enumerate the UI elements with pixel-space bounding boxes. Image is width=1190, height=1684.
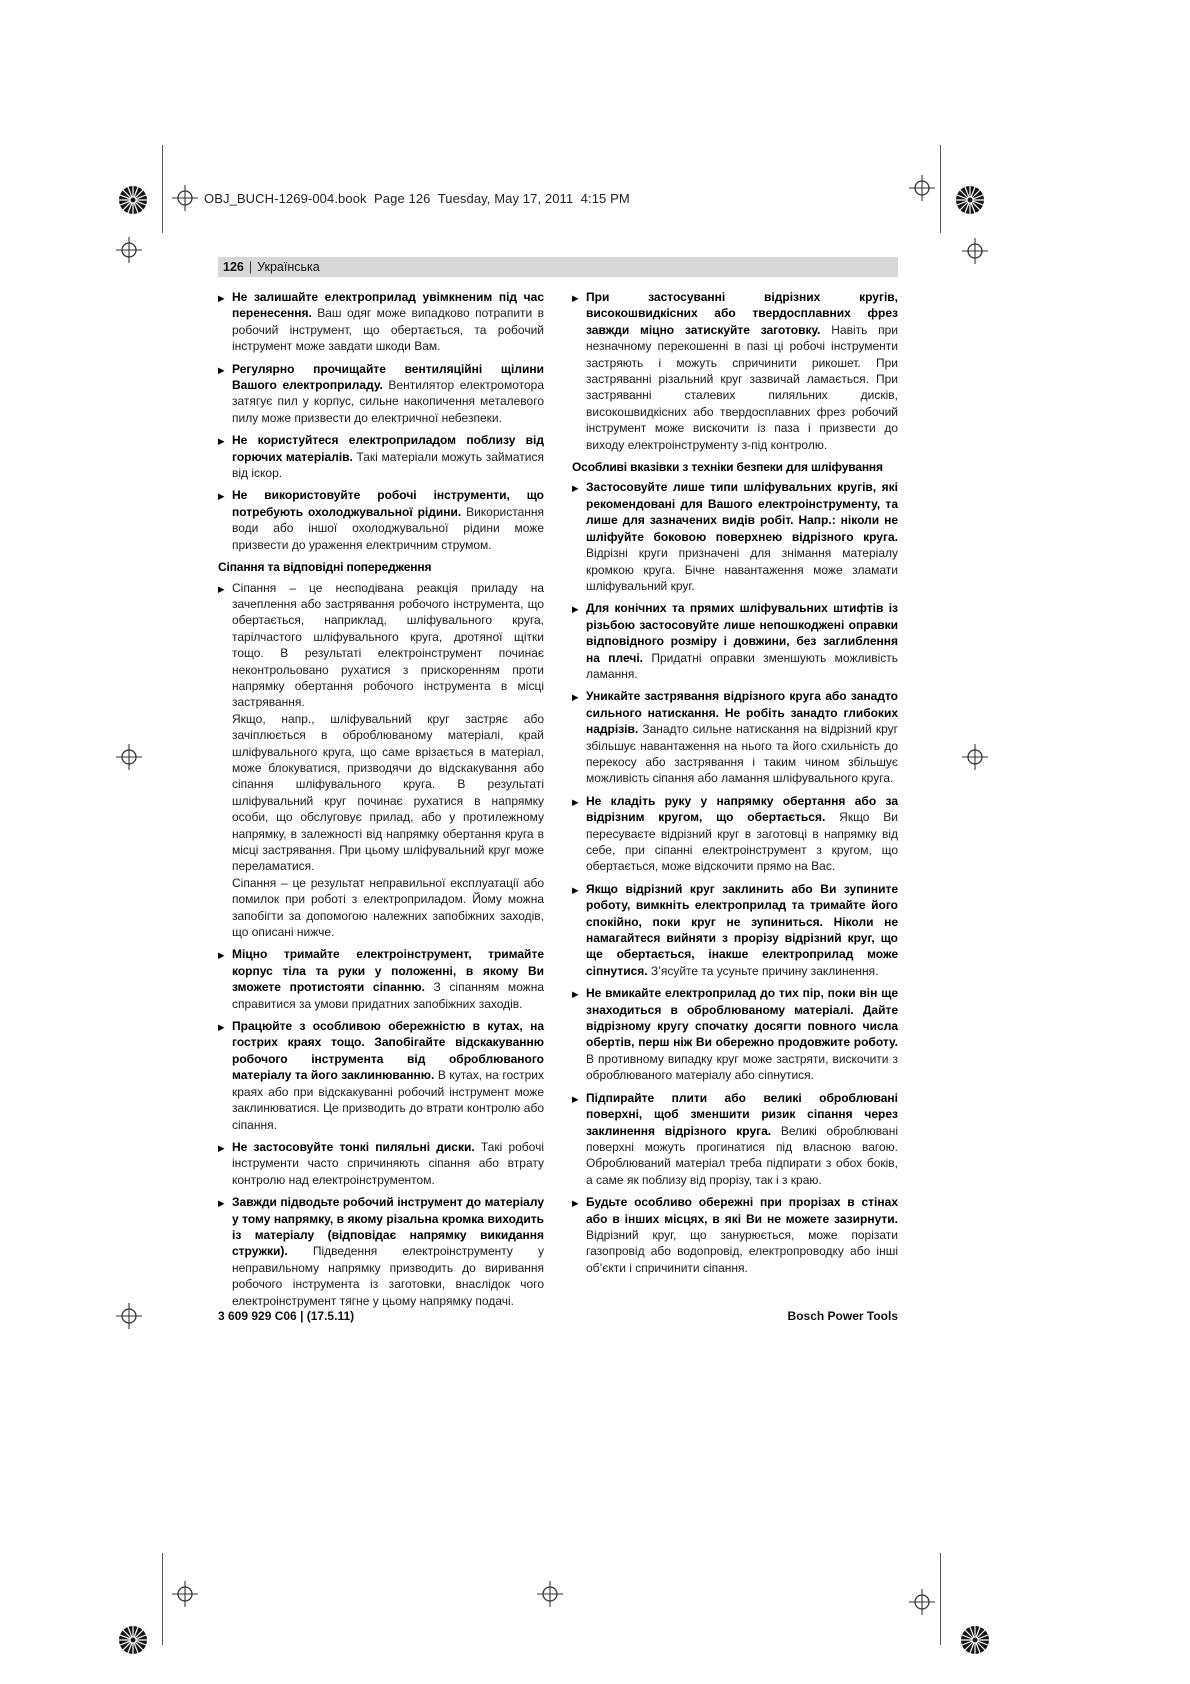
instruction-text: Не кладіть руку у напрямку обертання або за відрізним кругом, що обертається. Якщо Ви пересуваєте відрізний круг в заготовці в напрямку від себе, при сіпанні електроінструмент з кругом, що обертається, може відскочити прямо на Вас. bbox=[586, 793, 898, 874]
registration-crosshair-icon bbox=[909, 175, 935, 201]
safety-instruction-item bbox=[572, 1194, 898, 1276]
bullet-arrow-icon: ▶ bbox=[218, 293, 225, 303]
registration-crosshair-icon bbox=[909, 1589, 935, 1615]
crop-mark-line bbox=[162, 145, 163, 233]
bullet-arrow-icon: ▶ bbox=[572, 293, 579, 303]
safety-instruction-item bbox=[572, 289, 898, 453]
bullet-arrow-icon: ▶ bbox=[572, 1093, 579, 1104]
header-separator: | bbox=[248, 260, 253, 274]
document-banner: OBJ_BUCH-1269-004.book Page 126 Tuesday, May 17, 2011 4:15 PM bbox=[204, 191, 630, 206]
safety-instruction-item bbox=[572, 479, 898, 594]
header-language-label: Українська bbox=[257, 260, 320, 274]
safety-instruction-item bbox=[218, 289, 544, 355]
instruction-text: При застосуванні відрізних кругів, високошвидкісних або твердосплавних фрез завжди міцно затискуйте заготовку. Навіть при незначному перекошенні в пазі ці робочі інструменти застряють і можуть спричинити рикошет. При застряванні різальний круг зазвичай ламається. При застряванні сталевих пиляльних дисків, високошвидкісних або твердосплавних фрез робочий інструмент може вискочити із паза і призвести до виходу електроінструменту з-під контролю. bbox=[586, 290, 899, 452]
bullet-arrow-icon: ▶ bbox=[218, 1198, 225, 1209]
instruction-text: Завжди підводьте робочий інструмент до матеріалу у тому напрямку, в якому різальна кромка виходить із матеріалу (відповідає напрямку викидання стружки). Підведення електроінструменту у неправильному напрямку призводить до виривання робочого інструмента із заготовки, внаслідок чого електроінструмент тягне у цьому напрямку подачі. bbox=[232, 1195, 544, 1308]
left-column bbox=[218, 289, 544, 1315]
safety-instruction-item bbox=[218, 580, 544, 941]
safety-instruction-item bbox=[572, 793, 898, 875]
registration-crosshair-icon bbox=[116, 1303, 142, 1329]
registration-crosshair-icon bbox=[962, 744, 988, 770]
section-heading: Особливі вказівки з техніки безпеки для шліфування bbox=[572, 460, 883, 475]
safety-instruction-item bbox=[218, 1139, 544, 1188]
bullet-arrow-icon: ▶ bbox=[572, 796, 579, 807]
instruction-text: Для конічних та прямих шліфувальних штифтів із різьбою застосовуйте лише непошкоджені оправки відповідного розміру і довжини, без заглиблення на плечі. Придатні оправки зменшують можливість ламання. bbox=[586, 601, 898, 681]
registration-rosette-icon bbox=[116, 1623, 150, 1657]
bullet-arrow-icon: ▶ bbox=[572, 884, 579, 895]
safety-instruction-item bbox=[572, 688, 898, 786]
registration-rosette-icon bbox=[116, 183, 150, 217]
bullet-arrow-icon: ▶ bbox=[572, 692, 579, 703]
safety-instruction-item bbox=[572, 881, 898, 979]
bullet-arrow-icon: ▶ bbox=[218, 1022, 225, 1033]
registration-crosshair-icon bbox=[116, 744, 142, 770]
safety-instruction-item bbox=[572, 1090, 898, 1188]
bullet-arrow-icon: ▶ bbox=[218, 1142, 225, 1153]
bullet-arrow-icon: ▶ bbox=[218, 950, 225, 961]
page-number: 126 bbox=[223, 260, 244, 274]
instruction-text: Будьте особливо обережні при прорізах в стінах або в інших місцях, в які Ви не можете зазирнути. Відрізний круг, що занурюється, може порізати газопровід або водопровід, електропроводку або інші об’єкти і спричинити сіпання. bbox=[586, 1195, 898, 1275]
bullet-arrow-icon: ▶ bbox=[218, 364, 225, 375]
instruction-text: Не вмикайте електроприлад до тих пір, поки він ще знаходиться в оброблюваному матеріалі. Дайте відрізному кругу спочатку досягти повного числа обертів, перш ніж Ви обережно продовжите роботу. В противному випадку круг може застряти, вискочити з оброблюваного матеріалу або сіпнутися. bbox=[586, 986, 898, 1083]
safety-instruction-item bbox=[572, 600, 898, 682]
bullet-arrow-icon: ▶ bbox=[218, 491, 225, 502]
bullet-arrow-icon: ▶ bbox=[572, 989, 579, 1000]
registration-rosette-icon bbox=[958, 1623, 992, 1657]
instruction-text: Міцно тримайте електроінструмент, тримайте корпус тіла та руки у положенні, в якому Ви зможете протистояти сіпанню. З сіпанням можна справитися за умови придатних запобіжних заходів. bbox=[232, 947, 544, 1011]
registration-crosshair-icon bbox=[172, 1581, 198, 1607]
bullet-arrow-icon: ▶ bbox=[572, 483, 579, 494]
safety-instruction-item bbox=[218, 946, 544, 1012]
instruction-text: Працюйте з особливою обережністю в кутах, на гострих краях тощо. Запобігайте відскакуванню робочого інструмента від оброблюваного матеріалу та його заклинюванню. В кутах, на гострих краях або при відскакуванні робочий інструмент може заклинюватися. Це призводить до втрати контролю або сіпання. bbox=[232, 1019, 544, 1132]
instruction-text: Якщо відрізний круг заклинить або Ви зупините роботу, вимкніть електроприлад та тримайте його спокійно, поки круг не зупиниться. Ніколи не намагайтеся вийняти з прорізу відрізний круг, що ще обертається, інакше електроприлад може сіпнутися. З’ясуйте та усуньте причину заклинення. bbox=[586, 881, 898, 978]
instruction-text: Не користуйтеся електроприладом поблизу від горючих матеріалів. Такі матеріали можуть займатися від іскор. bbox=[232, 433, 544, 481]
crop-mark-line bbox=[940, 1553, 941, 1645]
registration-crosshair-icon bbox=[172, 185, 198, 211]
instruction-text: Застосовуйте лише типи шліфувальних кругів, які рекомендовані для Вашого електроінструменту, та лише для зазначених видів робіт. Напр.: ніколи не шліфуйте боковою поверхнею відрізного круга. Відрізні круги призначені для знімання матеріалу кромкою круга. Бічне навантаження може зламати шліфувальний круг. bbox=[586, 480, 898, 593]
safety-instruction-item bbox=[218, 432, 544, 481]
instruction-text: Не залишайте електроприлад увімкненим під час перенесення. Ваш одяг може випадково потрапити в робочий інструмент, що обертається, та робочий інструмент може завдати шкоди Вам. bbox=[232, 290, 544, 354]
instruction-text: Уникайте застрявання відрізного круга або занадто сильного натискання. Не робіть занадто глибоких надрізів. Занадто сильне натискання на відрізний круг збільшує навантаження на нього та його схильність до перекосу або застрявання і таким чином збільшує можливість сіпання або ламання шліфувального круга. bbox=[586, 689, 898, 786]
footer-brand: Bosch Power Tools bbox=[787, 1309, 898, 1323]
instruction-text: Сіпання – це несподівана реакція приладу на зачеплення або застрявання робочого інструмента, що обертається, наприклад, шліфувального круга, тарілчастого шліфувального круга, дротяної щітки тощо. В результаті електроінструмент починає неконтрольовано рухатися з прискоренням проти напрямку обертання робочого інструмента в місці застрявання. Якщо, напр., шліфувальний круг застряє або зачіплюється в оброблюваному матеріалі, край шліфувального круга, що саме врізається в матеріал, може блокуватися, призводячи до відскакування або сіпання шліфувального круга. В результаті шліфувальний круг починає рухатися в напрямку особи, що обслуговує прилад, або у протилежному напрямку, в залежності від напрямку обертання круга в місці застрявання. При цьому шліфувальний круг може переламатися. Сіпання – це результат неправильної експлуатації або помилок при роботі з електроприладом. Йому можна запобігти за допомогою належних запобіжних заходів, що описані нижче. bbox=[232, 580, 544, 940]
safety-instruction-item bbox=[218, 1018, 544, 1133]
bullet-arrow-icon: ▶ bbox=[572, 1198, 579, 1209]
section-heading: Сіпання та відповідні попередження bbox=[218, 560, 432, 575]
registration-crosshair-icon bbox=[962, 238, 988, 264]
safety-instruction-item bbox=[218, 361, 544, 427]
text-columns bbox=[218, 289, 898, 1315]
page-header-bar bbox=[218, 257, 898, 277]
instruction-text: Не використовуйте робочі інструменти, що потребують охолоджувальної рідини. Використання води або іншої охолоджувальної рідини може призвести до ураження електричним струмом. bbox=[232, 488, 544, 552]
registration-crosshair-icon bbox=[537, 1581, 563, 1607]
bullet-arrow-icon: ▶ bbox=[572, 604, 579, 615]
safety-instruction-item bbox=[218, 1194, 544, 1309]
bullet-arrow-icon: ▶ bbox=[218, 583, 225, 594]
bullet-arrow-icon: ▶ bbox=[218, 436, 225, 447]
safety-instruction-item bbox=[218, 487, 544, 553]
crop-mark-line bbox=[162, 1553, 163, 1645]
instruction-text: Підпирайте плити або великі оброблювані поверхні, щоб зменшити ризик сіпання через заклинення відрізного круга. Великі оброблювані поверхні можуть прогинатися під власною вагою. Оброблюваний матеріал треба підпирати з обох боків, а саме як поблизу від прорізу, так і з краю. bbox=[586, 1090, 898, 1187]
page-footer bbox=[218, 1309, 898, 1323]
right-column bbox=[572, 289, 898, 1315]
footer-part-number: 3 609 929 C06 | (17.5.11) bbox=[218, 1309, 355, 1323]
registration-rosette-icon bbox=[953, 183, 987, 217]
instruction-text: Не застосовуйте тонкі пиляльні диски. Такі робочі інструменти часто спричиняють сіпання або втрату контролю над електроінструментом. bbox=[232, 1139, 544, 1187]
crop-mark-line bbox=[940, 145, 941, 233]
safety-instruction-item bbox=[572, 985, 898, 1083]
instruction-text: Регулярно прочищайте вентиляційні щілини Вашого електроприладу. Вентилятор електромотора затягує пил у корпус, сильне накопичення металевого пилу може призвести до електричної небезпеки. bbox=[232, 361, 544, 425]
registration-crosshair-icon bbox=[116, 237, 142, 263]
